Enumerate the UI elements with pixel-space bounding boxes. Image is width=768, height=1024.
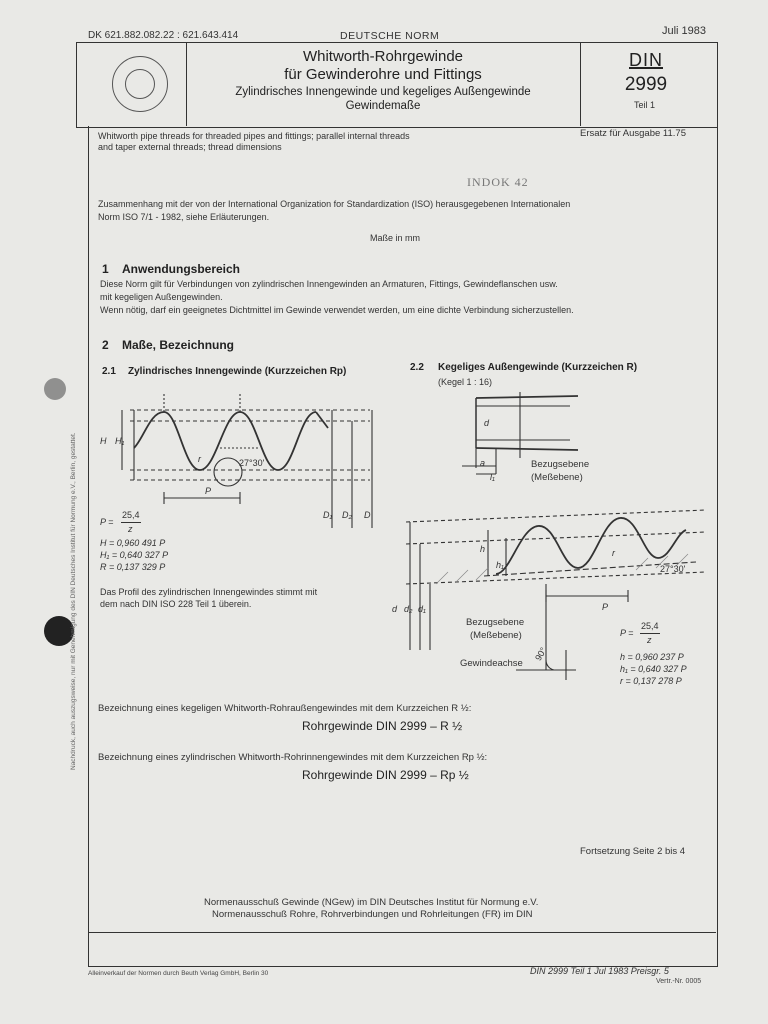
- right-formula-P-denominator: z: [647, 635, 652, 645]
- footer-publisher: Alleinverkauf der Normen durch Beuth Verlag GmbH, Berlin 30: [88, 970, 269, 977]
- right-fig-90deg: 90°: [533, 645, 549, 663]
- punch-hole-top: [44, 378, 66, 400]
- intro-line-1: Zusammenhang mit der von der International Organization for Standardization (ISO) herausgegebenen Internationalen: [98, 199, 571, 209]
- right-formula-r: r = 0,137 278 P: [620, 676, 682, 686]
- left-fig-pitch: P: [205, 486, 212, 496]
- left-formula-P-label: P =: [100, 517, 114, 527]
- replaces-edition: Ersatz für Ausgabe 11.75: [580, 128, 686, 139]
- right-fig-r: r: [612, 548, 615, 558]
- designation-1-text: Bezeichnung eines kegeligen Whitworth-Rohraußengewindes mit dem Kurzzeichen R ½:: [98, 703, 472, 714]
- left-fig-D: D: [364, 510, 371, 520]
- intro-line-2: Norm ISO 7/1 - 1982, siehe Erläuterungen.: [98, 212, 270, 222]
- right-formula-h: h = 0,960 237 P: [620, 652, 684, 662]
- right-formula-P-numerator: 25,4: [641, 621, 659, 631]
- right-bezug-2: (Meßebene): [531, 472, 583, 483]
- committee-2: Normenausschuß Rohre, Rohrverbindungen und Rohrleitungen (FR) im DIN: [212, 909, 533, 920]
- footer-din-ref: DIN 2999 Teil 1 Jul 1983 Preisgr. 5: [530, 966, 669, 976]
- left-fig-D1: D₁: [323, 510, 333, 520]
- header-divider-right: [580, 42, 581, 126]
- left-note-1: Das Profil des zylindrischen Innengewindes stimmt mit: [100, 587, 318, 597]
- section-2-title: Maße, Bezeichnung: [122, 338, 235, 352]
- right-fig-bezug-1: Bezugsebene: [466, 617, 525, 628]
- title-line-2: für Gewinderohre und Fittings: [284, 66, 482, 83]
- left-fig-r: r: [198, 454, 201, 464]
- subsection-2-1-title: Zylindrisches Innengewinde (Kurzzeichen Rp): [128, 366, 347, 377]
- right-pipe-l1: l₁: [490, 472, 495, 482]
- left-formula-P-denominator: z: [128, 524, 133, 534]
- designation-2-value: Rohrgewinde DIN 2999 – Rp ½: [302, 768, 469, 782]
- norm-type: DEUTSCHE NORM: [340, 30, 440, 42]
- right-fig-pitch: P: [602, 602, 609, 612]
- right-fig-h1: h₁: [496, 560, 504, 570]
- section-1-title: Anwendungsbereich: [122, 262, 241, 276]
- left-fig-H: H: [100, 436, 107, 446]
- left-formula-H: H = 0,960 491 P: [100, 538, 166, 548]
- dimensions-note: Maße in mm: [370, 233, 421, 243]
- english-title-2: and taper external threads; thread dimensions: [98, 142, 282, 152]
- designation-1-value: Rohrgewinde DIN 2999 – R ½: [302, 719, 463, 733]
- teil-label: Teil 1: [634, 100, 656, 110]
- right-pipe-a: a: [480, 458, 486, 468]
- section-2-number: 2: [102, 338, 109, 352]
- right-fig-bezug-2: (Meßebene): [470, 630, 522, 641]
- section-1-number: 1: [102, 262, 109, 276]
- english-title-1: Whitworth pipe threads for threaded pipes and fittings; parallel internal threads: [98, 131, 410, 141]
- library-stamp-inner: [125, 69, 155, 99]
- right-fig-h: h: [480, 544, 486, 554]
- right-fig-angle: 27°30': [660, 564, 686, 574]
- subtitle-line-1: Zylindrisches Innengewinde und kegeliges Außengewinde: [235, 86, 531, 98]
- subsection-2-2-number: 2.2: [410, 362, 424, 373]
- side-note: Nachdruck, auch auszugsweise, nur mit Genehmigung des DIN Deutsches Institut für Normung e.V., Berlin, gestattet.: [70, 432, 77, 770]
- left-fig-D2: D₂: [342, 510, 352, 520]
- subsection-2-1-number: 2.1: [102, 366, 116, 377]
- section-1-line-3: Wenn nötig, darf ein geeignetes Dichtmittel im Gewinde verwendet werden, um eine dichte Verbindung sicherzustellen.: [100, 305, 574, 315]
- footer-vertrieb: Vertr.-Nr. 0005: [656, 978, 702, 985]
- right-fig-d: d: [392, 604, 398, 614]
- right-formula-P-label: P =: [620, 628, 634, 638]
- indok-stamp-text: INDOK 42: [467, 175, 529, 189]
- din-number: 2999: [624, 74, 668, 95]
- subtitle-line-2: Gewindemaße: [345, 100, 421, 112]
- designation-2-text: Bezeichnung eines zylindrischen Whitworth-Rohrinnengewindes mit dem Kurzzeichen Rp ½:: [98, 752, 488, 763]
- left-note-2: dem nach DIN ISO 228 Teil 1 überein.: [100, 599, 252, 609]
- right-fig-d1: d₁: [418, 604, 426, 614]
- left-formula-P-numerator: 25,4: [122, 510, 140, 520]
- header-divider-left: [186, 42, 187, 126]
- left-formula-P-bar: [121, 522, 141, 523]
- subsection-2-2-title: Kegeliges Außengewinde (Kurzzeichen R): [438, 362, 638, 373]
- section-1-line-2: mit kegeligen Außengewinden.: [100, 292, 223, 302]
- indok-stamp: [455, 160, 575, 200]
- right-fig-d2: d₂: [404, 604, 413, 614]
- title-line-1: Whitworth-Rohrgewinde: [302, 48, 464, 65]
- right-fig-axis-label: Gewindeachse: [460, 658, 523, 669]
- continued-note: Fortsetzung Seite 2 bis 4: [580, 846, 686, 857]
- dk-number: DK 621.882.082.22 : 621.643.414: [88, 30, 239, 41]
- footer-rule: [88, 932, 716, 933]
- committee-1: Normenausschuß Gewinde (NGew) im DIN Deutsches Institut für Normung e.V.: [204, 897, 539, 908]
- taper-note: (Kegel 1 : 16): [438, 377, 493, 387]
- left-formula-R: R = 0,137 329 P: [100, 562, 166, 572]
- right-formula-P-bar: [640, 633, 660, 634]
- left-formula-H1: H₁ = 0,640 327 P: [100, 550, 169, 560]
- left-fig-angle: 27°30': [239, 458, 265, 468]
- right-formula-h1: h₁ = 0,640 327 P: [620, 664, 687, 674]
- right-bezug-1: Bezugsebene: [531, 459, 590, 470]
- section-1-line-1: Diese Norm gilt für Verbindungen von zylindrischen Innengewinden an Armaturen, Fittings, Gewindeflanschen usw.: [100, 279, 558, 289]
- right-pipe-d: d: [484, 418, 490, 428]
- din-logo: DIN: [629, 50, 663, 70]
- library-stamp: [112, 56, 168, 112]
- issue-date: Juli 1983: [662, 25, 707, 37]
- left-fig-H1: H₁: [115, 436, 125, 446]
